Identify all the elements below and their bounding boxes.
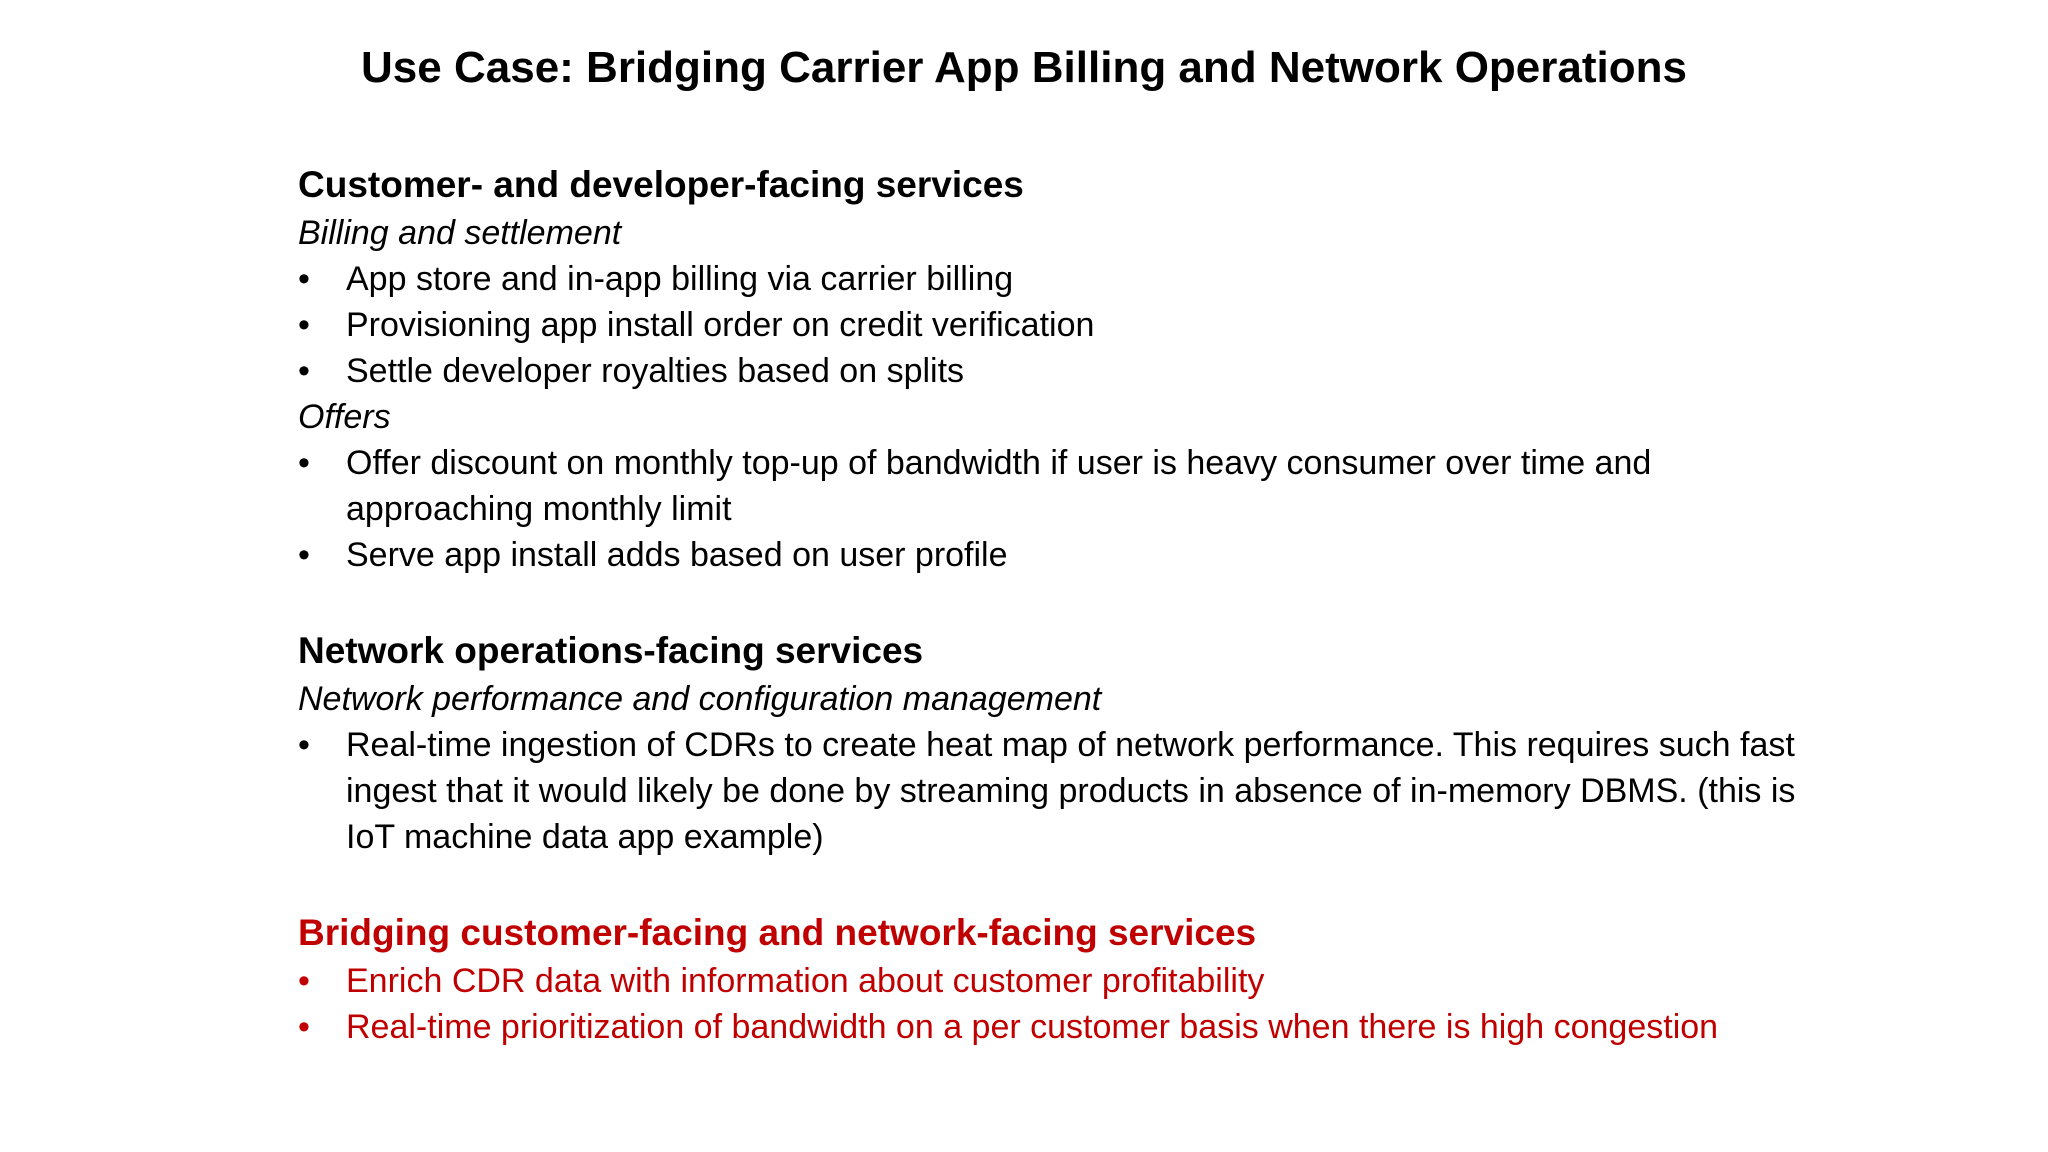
bullet-list — [298, 440, 1798, 578]
list-item — [298, 722, 1798, 860]
bullet-icon: • — [298, 1008, 310, 1046]
bullet-text: Settle developer royalties based on splits — [346, 352, 965, 390]
list-item — [298, 302, 1798, 348]
bullet-text: Offer discount on monthly top-up of bandwidth if user is heavy consumer over time and approaching monthly limit — [346, 444, 1652, 528]
subheading-network-performance: Network performance and configuration management — [298, 680, 1102, 718]
subheading-billing: Billing and settlement — [298, 214, 622, 252]
bullet-icon: • — [298, 306, 310, 344]
bullet-text: Real-time ingestion of CDRs to create heat map of network performance. This requires such fast ingest that it would likely be done by streaming products in absence of in-memory DBMS. (this is IoT machine data app example) — [346, 726, 1796, 856]
bullet-icon: • — [298, 536, 310, 574]
slide-title: Use Case: Bridging Carrier App Billing and Network Operations — [361, 43, 1687, 92]
bullet-icon: • — [298, 726, 310, 764]
list-item — [298, 440, 1798, 532]
spacer — [298, 860, 1798, 908]
bullet-icon: • — [298, 352, 310, 390]
bullet-text: Serve app install adds based on user profile — [346, 536, 1008, 574]
slide-content — [298, 160, 1798, 1050]
bullet-text: Provisioning app install order on credit verification — [346, 306, 1095, 344]
bullet-text: Enrich CDR data with information about customer profitability — [346, 962, 1265, 1000]
bullet-text: Real-time prioritization of bandwidth on a per customer basis when there is high congestion — [346, 1008, 1719, 1046]
section-network-operations — [298, 626, 1798, 860]
bullet-list — [298, 256, 1798, 394]
subheading-offers: Offers — [298, 398, 391, 436]
bullet-icon: • — [298, 444, 310, 482]
section-customer-developer — [298, 160, 1798, 578]
bullet-list — [298, 958, 1798, 1050]
list-item — [298, 1004, 1798, 1050]
section-heading: Customer- and developer-facing services — [298, 164, 1024, 205]
section-heading: Network operations-facing services — [298, 630, 924, 671]
bullet-text: App store and in-app billing via carrier billing — [346, 260, 1014, 298]
list-item — [298, 348, 1798, 394]
list-item — [298, 532, 1798, 578]
bullet-list — [298, 722, 1798, 860]
list-item — [298, 958, 1798, 1004]
section-bridging — [298, 908, 1798, 1050]
spacer — [298, 578, 1798, 626]
bullet-icon: • — [298, 962, 310, 1000]
list-item — [298, 256, 1798, 302]
bullet-icon: • — [298, 260, 310, 298]
section-heading: Bridging customer-facing and network-facing services — [298, 912, 1257, 953]
